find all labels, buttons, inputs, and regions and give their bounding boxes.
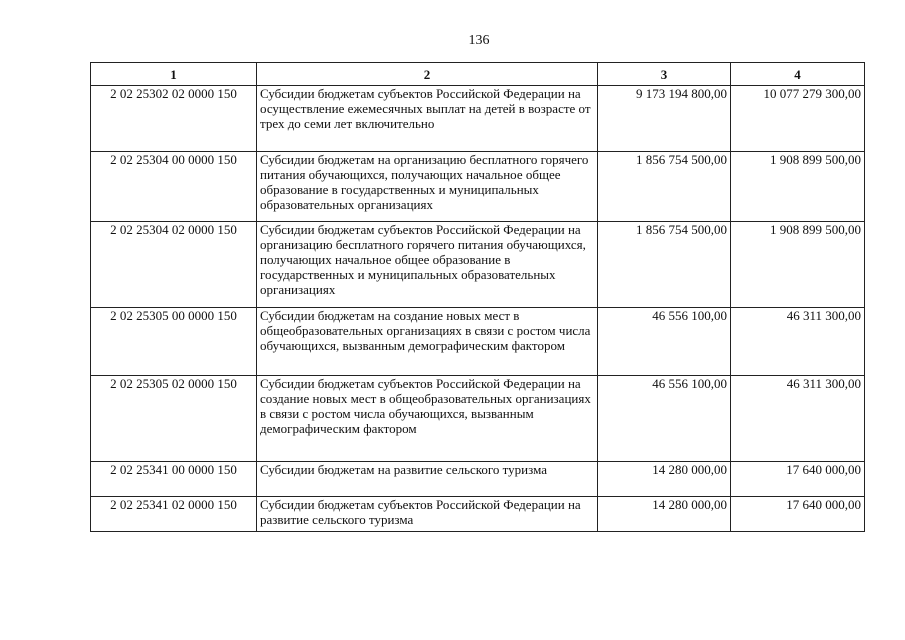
- table-row: [91, 462, 865, 497]
- row-code: 2 02 25304 00 0000 150: [91, 152, 257, 222]
- row-amount-2: 1 908 899 500,00: [731, 222, 865, 308]
- table-row: [91, 222, 865, 308]
- row-code: 2 02 25341 02 0000 150: [91, 497, 257, 532]
- page-number: 136: [468, 33, 490, 48]
- row-name: Субсидии бюджетам на развитие сельского туризма: [257, 462, 598, 497]
- table-header-row: [91, 63, 865, 86]
- row-code: 2 02 25305 02 0000 150: [91, 376, 257, 462]
- table-row: [91, 497, 865, 532]
- row-code: 2 02 25341 00 0000 150: [91, 462, 257, 497]
- table-row: [91, 152, 865, 222]
- column-header-2: 2: [257, 63, 598, 86]
- row-amount-2: 46 311 300,00: [731, 376, 865, 462]
- column-header-3: 3: [598, 63, 731, 86]
- row-amount-1: 14 280 000,00: [598, 497, 731, 532]
- table-row: [91, 376, 865, 462]
- row-name: Субсидии бюджетам субъектов Российской Федерации на создание новых мест в общеобразовательных организациях в связи с ростом числа обучающихся, вызванным демографическим фактором: [257, 376, 598, 462]
- row-amount-1: 14 280 000,00: [598, 462, 731, 497]
- row-amount-2: 17 640 000,00: [731, 462, 865, 497]
- row-name: Субсидии бюджетам субъектов Российской Федерации на организацию бесплатного горячего питания обучающихся, получающих начальное общее образование в государственных и муниципальных образовательных организациях: [257, 222, 598, 308]
- row-amount-2: 1 908 899 500,00: [731, 152, 865, 222]
- budget-table: [90, 62, 865, 532]
- row-name: Субсидии бюджетам на создание новых мест в общеобразовательных организациях в связи с ростом числа обучающихся, вызванным демографическим фактором: [257, 308, 598, 376]
- row-amount-2: 10 077 279 300,00: [731, 86, 865, 152]
- column-header-4: 4: [731, 63, 865, 86]
- row-amount-1: 1 856 754 500,00: [598, 152, 731, 222]
- row-amount-1: 46 556 100,00: [598, 308, 731, 376]
- row-name: Субсидии бюджетам субъектов Российской Федерации на развитие сельского туризма: [257, 497, 598, 532]
- row-code: 2 02 25302 02 0000 150: [91, 86, 257, 152]
- row-code: 2 02 25304 02 0000 150: [91, 222, 257, 308]
- row-amount-1: 1 856 754 500,00: [598, 222, 731, 308]
- row-name: Субсидии бюджетам на организацию бесплатного горячего питания обучающихся, получающих начальное общее образование в государственных и муниципальных образовательных организациях: [257, 152, 598, 222]
- row-amount-2: 17 640 000,00: [731, 497, 865, 532]
- table-row: [91, 308, 865, 376]
- table-row: [91, 86, 865, 152]
- row-amount-2: 46 311 300,00: [731, 308, 865, 376]
- row-code: 2 02 25305 00 0000 150: [91, 308, 257, 376]
- column-header-1: 1: [91, 63, 257, 86]
- row-amount-1: 46 556 100,00: [598, 376, 731, 462]
- row-name: Субсидии бюджетам субъектов Российской Федерации на осуществление ежемесячных выплат на детей в возрасте от трех до семи лет включительно: [257, 86, 598, 152]
- row-amount-1: 9 173 194 800,00: [598, 86, 731, 152]
